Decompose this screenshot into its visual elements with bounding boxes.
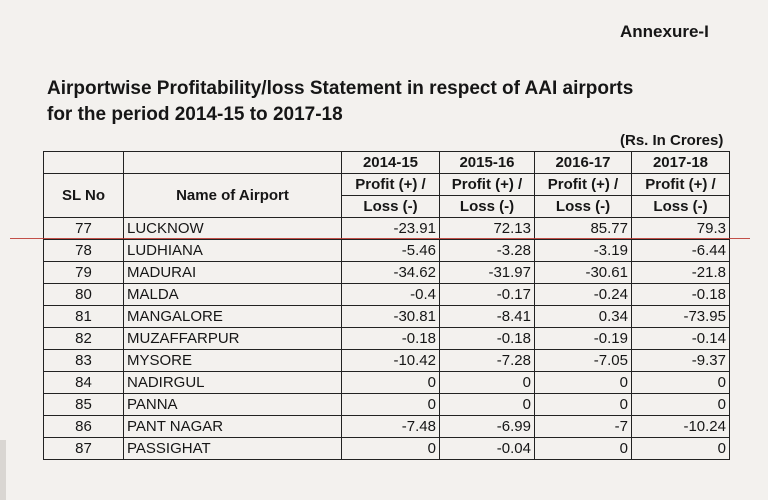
profit-label: Profit (+) /: [632, 174, 730, 196]
year-header: 2015-16: [440, 152, 535, 174]
value-cell: -7: [535, 416, 632, 438]
value-cell: -3.19: [535, 240, 632, 262]
table-row: [44, 218, 730, 240]
header-blank-sl: [44, 152, 124, 174]
value-cell: -0.18: [440, 328, 535, 350]
loss-label: Loss (-): [535, 196, 632, 218]
sl-no-header: SL No: [44, 174, 124, 218]
table-row: [44, 262, 730, 284]
year-header: 2017-18: [632, 152, 730, 174]
table-row: [44, 240, 730, 262]
value-cell: -0.17: [440, 284, 535, 306]
value-cell: -0.04: [440, 438, 535, 460]
profit-label: Profit (+) /: [440, 174, 535, 196]
value-cell: 79.3: [632, 218, 730, 240]
sl-no-cell: 81: [44, 306, 124, 328]
table-row: [44, 394, 730, 416]
annexure-label: Annexure-I: [620, 22, 709, 41]
loss-label: Loss (-): [342, 196, 440, 218]
value-cell: 0: [632, 394, 730, 416]
title-line-1: Airportwise Profitability/loss Statement in respect of AAI airports: [47, 78, 634, 99]
header-row-profit: [44, 174, 730, 196]
value-cell: -0.18: [632, 284, 730, 306]
loss-label: Loss (-): [440, 196, 535, 218]
value-cell: 72.13: [440, 218, 535, 240]
profit-label: Profit (+) /: [535, 174, 632, 196]
value-cell: -6.99: [440, 416, 535, 438]
value-cell: -7.05: [535, 350, 632, 372]
value-cell: 0: [342, 394, 440, 416]
page-title: [47, 76, 633, 128]
sl-no-cell: 78: [44, 240, 124, 262]
red-underline-mark: [10, 238, 750, 239]
airport-name-cell: PANNA: [124, 394, 342, 416]
value-cell: 0: [440, 372, 535, 394]
airport-name-header: Name of Airport: [124, 174, 342, 218]
value-cell: -0.18: [342, 328, 440, 350]
airport-name-cell: NADIRGUL: [124, 372, 342, 394]
sl-no-cell: 87: [44, 438, 124, 460]
profitability-table: [43, 151, 730, 460]
airport-name-cell: LUCKNOW: [124, 218, 342, 240]
value-cell: -0.19: [535, 328, 632, 350]
value-cell: -5.46: [342, 240, 440, 262]
airport-name-cell: MUZAFFARPUR: [124, 328, 342, 350]
airport-name-cell: PASSIGHAT: [124, 438, 342, 460]
value-cell: -21.8: [632, 262, 730, 284]
value-cell: 0: [535, 394, 632, 416]
value-cell: -7.48: [342, 416, 440, 438]
airport-name-cell: MALDA: [124, 284, 342, 306]
value-cell: 0: [632, 372, 730, 394]
value-cell: -23.91: [342, 218, 440, 240]
airport-name-cell: LUDHIANA: [124, 240, 342, 262]
value-cell: 85.77: [535, 218, 632, 240]
airport-name-cell: MADURAI: [124, 262, 342, 284]
table-row: [44, 372, 730, 394]
table-row: [44, 350, 730, 372]
header-blank-name: [124, 152, 342, 174]
airport-name-cell: PANT NAGAR: [124, 416, 342, 438]
table-row: [44, 416, 730, 438]
value-cell: -9.37: [632, 350, 730, 372]
year-header: 2014-15: [342, 152, 440, 174]
sl-no-cell: 83: [44, 350, 124, 372]
value-cell: -31.97: [440, 262, 535, 284]
airport-name-cell: MYSORE: [124, 350, 342, 372]
value-cell: 0: [342, 372, 440, 394]
scan-edge-shadow: [0, 440, 6, 500]
sl-no-cell: 86: [44, 416, 124, 438]
header-row-years: [44, 152, 730, 174]
value-cell: -0.14: [632, 328, 730, 350]
units-note: (Rs. In Crores): [620, 132, 724, 149]
value-cell: -0.4: [342, 284, 440, 306]
sl-no-cell: 80: [44, 284, 124, 306]
airport-name-cell: MANGALORE: [124, 306, 342, 328]
year-header: 2016-17: [535, 152, 632, 174]
sl-no-cell: 84: [44, 372, 124, 394]
value-cell: -34.62: [342, 262, 440, 284]
value-cell: -8.41: [440, 306, 535, 328]
sl-no-cell: 77: [44, 218, 124, 240]
value-cell: -0.24: [535, 284, 632, 306]
value-cell: -10.42: [342, 350, 440, 372]
value-cell: -7.28: [440, 350, 535, 372]
loss-label: Loss (-): [632, 196, 730, 218]
table-row: [44, 284, 730, 306]
value-cell: 0.34: [535, 306, 632, 328]
value-cell: 0: [535, 372, 632, 394]
value-cell: -3.28: [440, 240, 535, 262]
value-cell: -73.95: [632, 306, 730, 328]
sl-no-cell: 79: [44, 262, 124, 284]
sl-no-cell: 85: [44, 394, 124, 416]
value-cell: -30.61: [535, 262, 632, 284]
profit-label: Profit (+) /: [342, 174, 440, 196]
table-body: [44, 218, 730, 460]
value-cell: -6.44: [632, 240, 730, 262]
title-line-2: for the period 2014-15 to 2017-18: [47, 104, 343, 125]
value-cell: -10.24: [632, 416, 730, 438]
value-cell: 0: [632, 438, 730, 460]
value-cell: -30.81: [342, 306, 440, 328]
table-row: [44, 306, 730, 328]
value-cell: 0: [535, 438, 632, 460]
table-row: [44, 328, 730, 350]
value-cell: 0: [440, 394, 535, 416]
value-cell: 0: [342, 438, 440, 460]
table-row: [44, 438, 730, 460]
sl-no-cell: 82: [44, 328, 124, 350]
